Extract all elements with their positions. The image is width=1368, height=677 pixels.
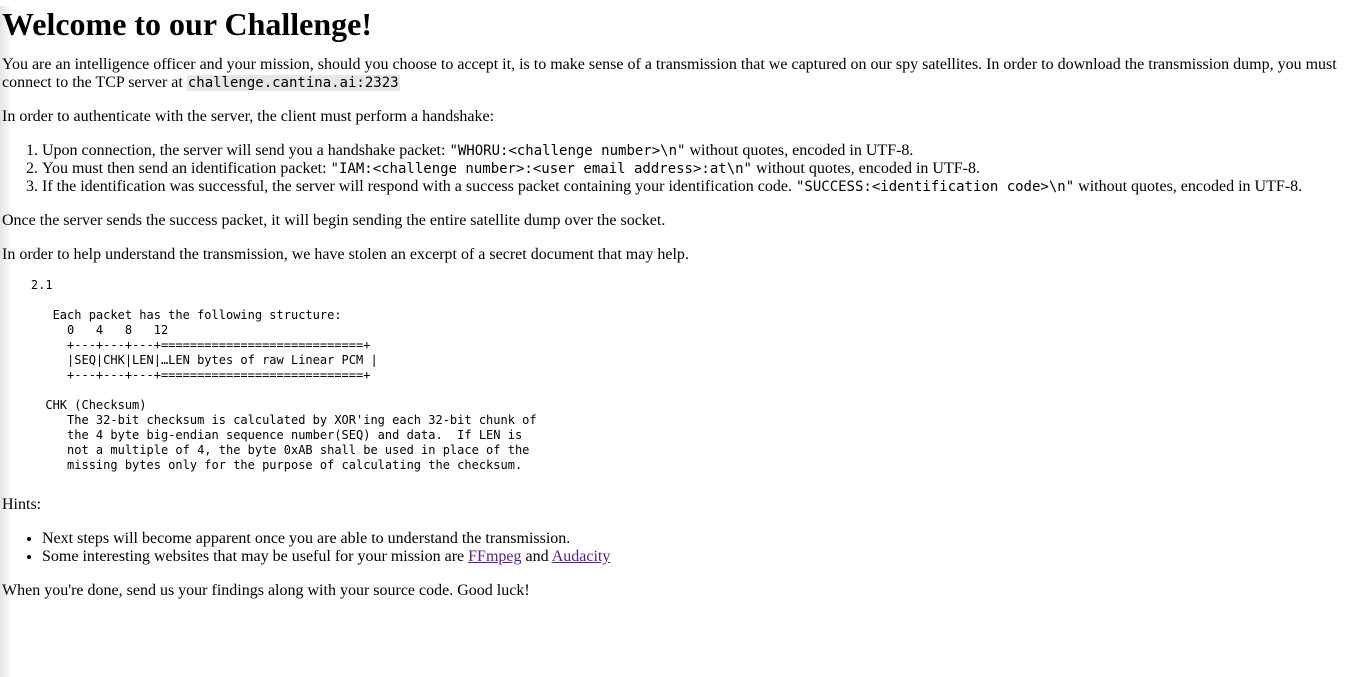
page-content	[0, 6, 1368, 600]
hints-list	[2, 530, 1366, 566]
hint-item: • Next steps will become apparent once you are able to understand the transmission.	[42, 530, 1366, 548]
step-code: "WHORU:<challenge number>\n"	[449, 143, 686, 159]
handshake-intro: In order to authenticate with the server, the client must perform a handshake:	[2, 108, 495, 125]
intro-paragraph	[2, 56, 1366, 92]
step-code: "IAM:<challenge number>:<user email address>:at\n"	[330, 161, 752, 177]
success-paragraph: Once the server sends the success packet, it will begin sending the entire satellite dump over the socket.	[2, 212, 666, 229]
hint-item: • Some interesting websites that may be useful for your mission are FFmpeg and Audacity	[42, 548, 1366, 566]
secret-document-excerpt: 2.1 Each packet has the following structure: 0 4 8 12 +---+---+---+============================+ |SEQ|CHK|LEN|…LEN bytes of raw Linear PCM | +---+---+---+============================+ CHK (Checksum) The 32-bit checksum is calculated by XOR'ing each 32-bit chunk of the 4 byte big-endian sequence number(SEQ) and data. If LEN is not a multiple of 4, the byte 0xAB shall be used in place of the missing bytes only for the purpose of calculating the checksum.	[30, 278, 537, 472]
closing-paragraph: When you're done, send us your findings along with your source code. Good luck!	[2, 582, 530, 599]
page-title: Welcome to our Challenge!	[2, 6, 373, 42]
ffmpeg-link[interactable]: FFmpeg	[468, 548, 522, 565]
step-code: "SUCCESS:<identification code>\n"	[795, 179, 1075, 195]
server-address: challenge.cantina.ai:2323	[187, 75, 399, 91]
hints-label: Hints:	[2, 496, 42, 513]
intro-text: You are an intelligence officer and your mission, should you choose to accept it, is to make sense of a transmission that we captured on our spy satellites. In order to download the transmission dump, you must connect to the TCP server at	[2, 56, 1337, 91]
excerpt-intro: In order to help understand the transmission, we have stolen an excerpt of a secret document that may help.	[2, 246, 689, 263]
step-item: 1. Upon connection, the server will send you a handshake packet: "WHORU:<challenge number>\n" without quotes, encoded in UTF-8.	[42, 142, 1366, 160]
audacity-link[interactable]: Audacity	[551, 548, 611, 565]
handshake-steps	[2, 142, 1366, 196]
step-item: 2. You must then send an identification packet: "IAM:<challenge number>:<user email address>:at\n" without quotes, encoded in UTF-8.	[42, 160, 1366, 178]
step-item: 3. If the identification was successful, the server will respond with a success packet containing your identification code. "SUCCESS:<identification code>\n" without quotes, encoded in UTF-8.	[42, 178, 1366, 196]
